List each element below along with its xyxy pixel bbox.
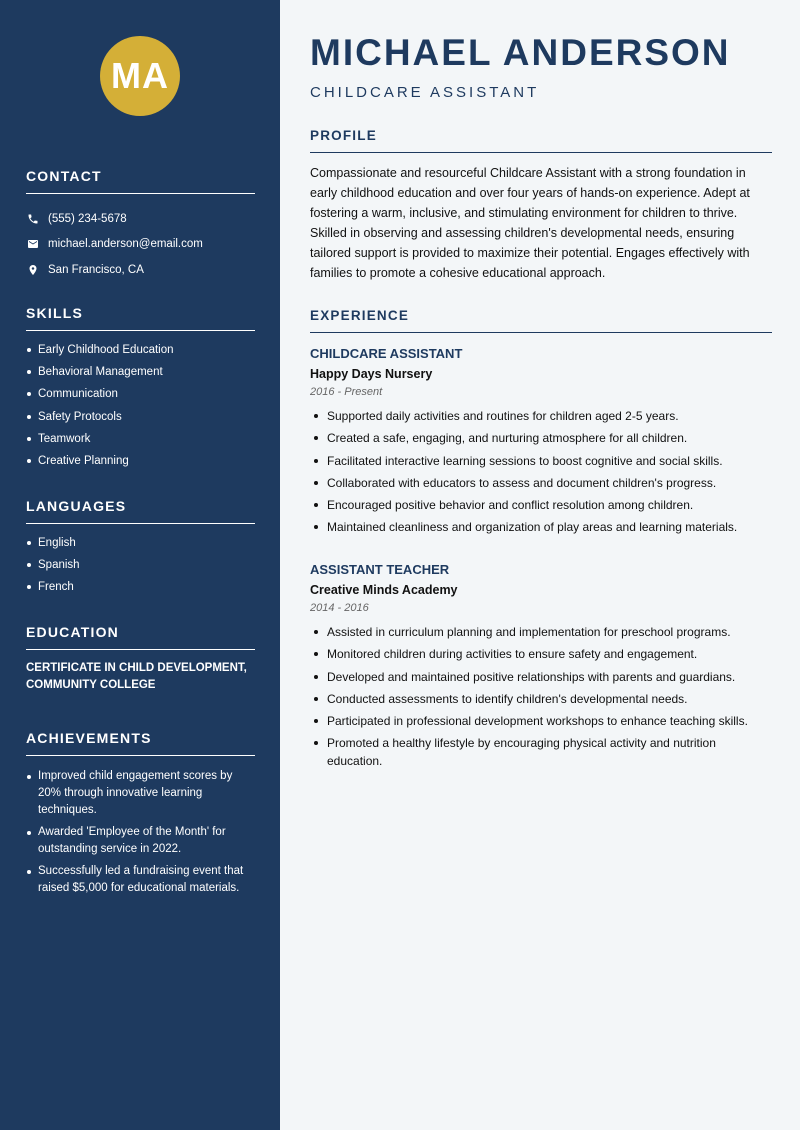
avatar: MA bbox=[100, 36, 180, 116]
job-bullet: Supported daily activities and routines for children aged 2-5 years. bbox=[310, 407, 772, 425]
job-bullet: Maintained cleanliness and organization of play areas and learning materials. bbox=[310, 518, 772, 536]
skill-item: Creative Planning bbox=[26, 454, 255, 468]
email-text: michael.anderson@email.com bbox=[48, 238, 203, 251]
languages-section bbox=[26, 498, 255, 603]
contact-section bbox=[26, 168, 255, 283]
job-bullet: Collaborated with educators to assess and document children's progress. bbox=[310, 474, 772, 492]
contact-heading: CONTACT bbox=[26, 168, 255, 194]
experience-entry bbox=[310, 346, 772, 541]
education-section bbox=[26, 624, 255, 694]
contact-email bbox=[26, 232, 255, 258]
language-item: Spanish bbox=[26, 558, 255, 572]
achievements-section bbox=[26, 730, 255, 902]
profile-section bbox=[310, 128, 772, 283]
education-heading: EDUCATION bbox=[26, 624, 255, 650]
job-role: CHILDCARE ASSISTANT bbox=[310, 346, 463, 361]
job-bullet: Assisted in curriculum planning and implementation for preschool programs. bbox=[310, 623, 772, 641]
profile-heading: PROFILE bbox=[310, 128, 772, 153]
languages-heading: LANGUAGES bbox=[26, 498, 255, 524]
phone-icon bbox=[26, 212, 39, 225]
sidebar bbox=[0, 0, 280, 1130]
contact-phone bbox=[26, 206, 255, 232]
job-dates: 2014 - 2016 bbox=[310, 602, 369, 614]
job-bullet: Developed and maintained positive relationships with parents and guardians. bbox=[310, 668, 772, 686]
job-bullets bbox=[310, 407, 772, 536]
skills-list bbox=[26, 343, 255, 468]
job-bullet: Encouraged positive behavior and conflict resolution among children. bbox=[310, 496, 772, 514]
job-bullet: Conducted assessments to identify children's developmental needs. bbox=[310, 690, 772, 708]
skill-item: Teamwork bbox=[26, 432, 255, 446]
job-role: ASSISTANT TEACHER bbox=[310, 562, 450, 577]
mail-icon bbox=[26, 238, 39, 251]
skill-item: Early Childhood Education bbox=[26, 343, 255, 357]
achievements-heading: ACHIEVEMENTS bbox=[26, 730, 255, 756]
experience-entry bbox=[310, 562, 772, 775]
location-pin-icon bbox=[26, 263, 39, 276]
skill-item: Communication bbox=[26, 387, 255, 401]
contact-list bbox=[26, 206, 255, 283]
candidate-title: CHILDCARE ASSISTANT bbox=[310, 84, 540, 101]
skills-section bbox=[26, 305, 255, 476]
achievement-item: Successfully led a fundraising event that raised $5,000 for educational materials. bbox=[26, 863, 255, 897]
skill-item: Safety Protocols bbox=[26, 410, 255, 424]
phone-text: (555) 234-5678 bbox=[48, 212, 127, 225]
language-item: English bbox=[26, 536, 255, 550]
job-bullet: Created a safe, engaging, and nurturing atmosphere for all children. bbox=[310, 429, 772, 447]
job-company: Happy Days Nursery bbox=[310, 367, 433, 381]
skill-item: Behavioral Management bbox=[26, 365, 255, 379]
job-bullets bbox=[310, 623, 772, 770]
job-bullet: Promoted a healthy lifestyle by encouraging physical activity and nutrition education. bbox=[310, 734, 772, 770]
job-company: Creative Minds Academy bbox=[310, 583, 458, 597]
job-bullet: Participated in professional development workshops to enhance teaching skills. bbox=[310, 712, 772, 730]
contact-location bbox=[26, 257, 255, 283]
achievement-item: Improved child engagement scores by 20% through innovative learning techniques. bbox=[26, 768, 255, 819]
experience-heading: EXPERIENCE bbox=[310, 308, 772, 333]
languages-list bbox=[26, 536, 255, 594]
candidate-name: MICHAEL ANDERSON bbox=[310, 32, 731, 73]
skills-heading: SKILLS bbox=[26, 305, 255, 331]
achievements-list bbox=[26, 768, 255, 897]
job-bullet: Facilitated interactive learning sessions to boost cognitive and social skills. bbox=[310, 452, 772, 470]
job-bullet: Monitored children during activities to ensure safety and engagement. bbox=[310, 645, 772, 663]
education-entry: CERTIFICATE IN CHILD DEVELOPMENT, COMMUNITY COLLEGE bbox=[26, 662, 247, 691]
experience-section bbox=[310, 308, 772, 333]
achievement-item: Awarded 'Employee of the Month' for outstanding service in 2022. bbox=[26, 824, 255, 858]
profile-text: Compassionate and resourceful Childcare Assistant with a strong foundation in early childhood education and over four years of hands-on experience. Adept at fostering a warm, inclusive, and stimulating environment for children to thrive. Skilled in observing and assessing children's developmental needs, ensuring tailored support is provided to maximize their potential. Engages effectively with families to promote a cohesive educational approach. bbox=[310, 166, 750, 280]
language-item: French bbox=[26, 580, 255, 594]
location-text: San Francisco, CA bbox=[48, 263, 144, 276]
job-dates: 2016 - Present bbox=[310, 386, 383, 398]
